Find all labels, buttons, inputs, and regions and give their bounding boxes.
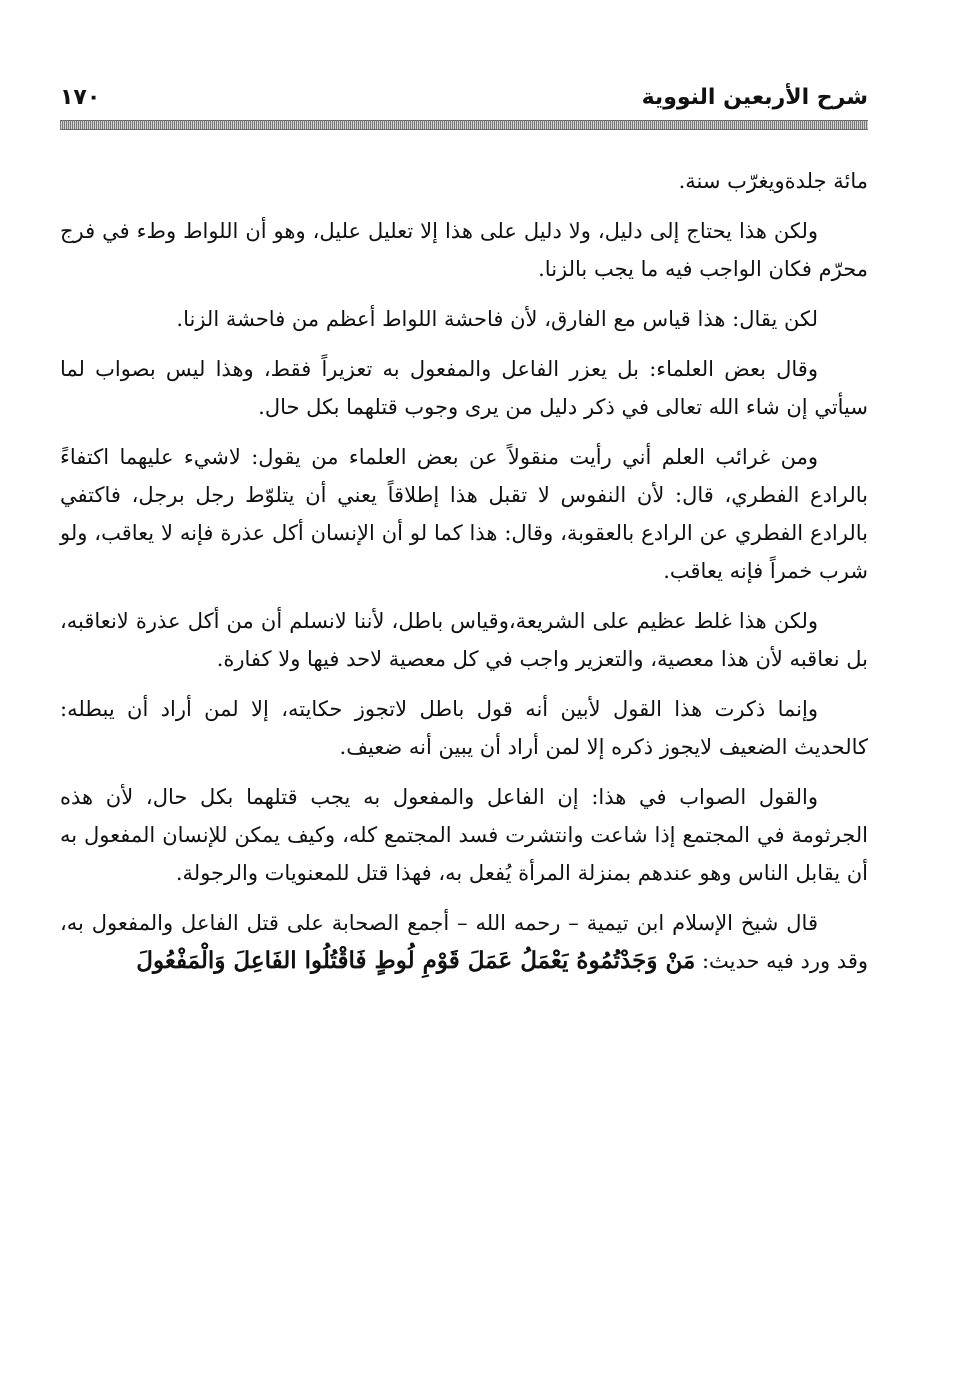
paragraph-5: ومن غرائب العلم أني رأيت منقولاً عن بعض العلماء من يقول: لاشيء عليهما اكتفاءً بالرادع الفطري، قال: لأن النفوس لا تقبل هذا إطلاقاً يعني أن يتلوّط رجل برجل، فاكتفي بالرادع الفطري عن الرادع بالعقوبة، وقال: هذا كما لو أن الإنسان أكل عذرة فإنه لا يعاقب، ولو شرب خمراً فإنه يعاقب. — [60, 445, 868, 583]
running-title: شرح الأربعين النووية — [641, 85, 868, 110]
paragraph-6: ولكن هذا غلط عظيم على الشريعة،وقياس باطل، لأننا لانسلم أن من أكل عذرة لانعاقبه، بل نعاقبه لأن هذا معصية، والتعزير واجب في كل معصية لاحد فيها ولا كفارة. — [60, 609, 868, 671]
paragraph-2: ولكن هذا يحتاج إلى دليل، ولا دليل على هذا إلا تعليل عليل، وهو أن اللواط وطء في فرج محرّم فكان الواجب فيه ما يجب بالزنا. — [60, 219, 868, 281]
page-body — [60, 162, 868, 992]
paragraph-1: مائة جلدةويغرّب سنة. — [678, 169, 868, 193]
header-rule — [60, 120, 868, 130]
paragraph-7: وإنما ذكرت هذا القول لأبين أنه قول باطل لاتجوز حكايته، إلا لمن أراد أن يبطله: كالحديث الضعيف لايجوز ذكره إلا لمن أراد أن يبين أنه ضعيف. — [60, 697, 868, 759]
paragraph-4: وقال بعض العلماء: بل يعزر الفاعل والمفعول به تعزيراً فقط، وهذا ليس بصواب لما سيأتي إن شاء الله تعالى في ذكر دليل من يرى وجوب قتلهما بكل حال. — [60, 357, 868, 419]
hadith-quote: مَنْ وَجَدْتُمُوهُ يَعْمَلُ عَمَلَ قَوْمِ لُوطٍ فَاقْتُلُوا الفَاعِلَ وَالْمَفْعُولَ — [136, 947, 696, 974]
paragraph-3: لكن يقال: هذا قياس مع الفارق، لأن فاحشة اللواط أعظم من فاحشة الزنا. — [176, 307, 818, 331]
page-number: ١٧٠ — [60, 85, 101, 110]
paragraph-8: والقول الصواب في هذا: إن الفاعل والمفعول به يجب قتلهما بكل حال، لأن هذه الجرثومة في المجتمع إذا شاعت وانتشرت فسد المجتمع كله، وكيف يمكن للإنسان المفعول به أن يقابل الناس وهو عندهم بمنزلة المرأة يُفعل به، فهذا قتل للمعنويات والرجولة. — [60, 785, 868, 885]
paragraph-9 — [60, 904, 868, 980]
page-header — [60, 80, 868, 120]
paragraph-9-text: قال شيخ الإسلام ابن تيمية – رحمه الله – أجمع الصحابة على قتل الفاعل والمفعول به، وقد ورد فيه حديث: — [60, 911, 868, 973]
